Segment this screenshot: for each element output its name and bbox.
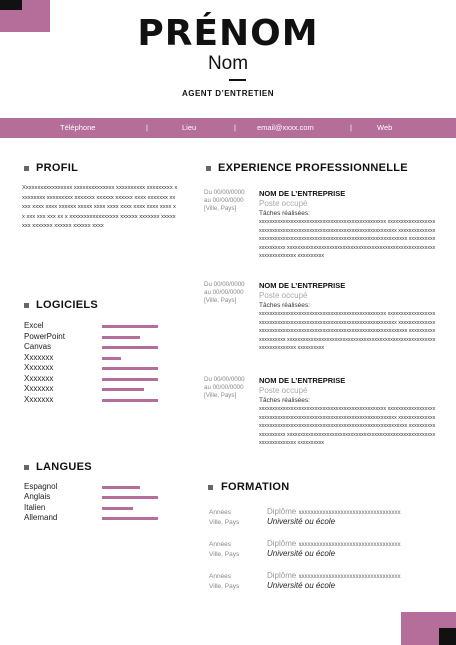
experience-location: [Ville, Pays]: [204, 392, 237, 399]
last-name: Nom: [207, 53, 249, 74]
formation-school: Université ou école: [267, 549, 336, 558]
skill-level-bar: [102, 346, 158, 349]
section-bullet-icon: [24, 303, 29, 308]
contact-bar: [0, 118, 456, 138]
skill-level-bar: [102, 325, 158, 328]
skill-name: Espagnol: [24, 482, 58, 491]
skill-name: Anglais: [24, 492, 51, 502]
formation-diploma: Diplôme: [267, 571, 297, 580]
job-title: AGENT D’ENTRETIEN: [181, 89, 275, 98]
formation-diploma: Diplôme: [267, 507, 297, 516]
skill-row: [24, 395, 164, 405]
experience-date-from: Du 00/00/0000: [204, 281, 245, 288]
skill-name: Xxxxxxx: [24, 352, 54, 362]
skill-level-bar: [102, 517, 158, 520]
skill-level-bar: [102, 336, 140, 339]
skill-row: [24, 374, 164, 384]
skill-row: [24, 492, 164, 502]
skill-row: [24, 363, 164, 373]
profil-text: Xxxxxxxxxxxxxxxxx xxxxxxxxxxxxxx xxxxxxxxxx xxxxxxxxx xxxxxxxxx xxxxxxxxx xxxxxxx xxxxxx xxxxxx xxxx xxxxxxx xxxxx xxxx xxxx xxxxxx xxxxx xxxx xxxx xxxx xxxx xxxx xxxx xx xxx xxx xxx xx x xxxxxxxxxxxxxxxxx xxxxxx xxxxxxx xxxxxxxx xxxxxxx xxxxxx xxxxxx xxxx: [22, 185, 178, 230]
experience-tasks-label: Tâches réalisées:: [259, 210, 310, 217]
logiciels-title: LOGICIELS: [36, 299, 98, 311]
skill-row: [24, 332, 164, 342]
skill-row: [24, 384, 164, 394]
skill-name: Xxxxxxx: [24, 394, 54, 404]
skill-level-bar: [102, 399, 158, 402]
experience-dates: [204, 376, 256, 400]
formation-place: Ville, Pays: [209, 551, 240, 558]
contact-location[interactable]: Lieu: [182, 123, 197, 132]
skill-level-bar: [102, 378, 158, 381]
skill-name: Italien: [24, 502, 46, 512]
first-name: PRÉNOM: [137, 13, 319, 54]
name-divider: [229, 79, 246, 81]
skill-level-bar: [102, 507, 133, 510]
contact-separator: |: [350, 123, 352, 132]
section-bullet-icon: [24, 465, 29, 470]
skill-name: PowerPoint: [24, 331, 65, 341]
skill-level-bar: [102, 486, 140, 489]
experience-tasks-label: Tâches réalisées:: [259, 397, 310, 404]
experience-company: NOM DE L’ENTREPRISE: [259, 376, 346, 385]
corner-dark-bottom-right: [439, 628, 456, 645]
skill-row: [24, 321, 164, 331]
experience-date-to: au 00/00/0000: [204, 289, 244, 296]
experience-role: Poste occupé: [259, 386, 308, 395]
formation-place: Ville, Pays: [209, 583, 240, 590]
contact-separator: |: [234, 123, 236, 132]
formation-years: Années: [209, 509, 232, 516]
experience-tasks-label: Tâches réalisées:: [259, 302, 310, 309]
formation-school: Université ou école: [267, 581, 336, 590]
experience-tasks: xxxxxxxxxxxxxxxxxxxxxxxxxxxxxxxxxxxxxxxxxxxxxxxx xxxxxxxxxxxxxxxxxxxxxxxxxxxxxxxxxxxxxxxxxxxxxxxxxxxxxxxxxxxxxxxxxxxxxx xxxxxxxxxxxxxxxxxxxxxxxxxxxxxxxxxxxxxxxxxxxxxxxxxxxxxxxxxxxxxxxxxxxxxx xxxxxxxxxxxxxxxxxxxx xxxxxxxxxxxxxxxxxxxxxxxxxxxxxxxxxxxxxxxxxxxxxxxxxxxxxxxxxxxxxxxxxxxxxx xxxxxxxxxx: [259, 406, 436, 447]
experience-role: Poste occupé: [259, 291, 308, 300]
corner-dark-top-left: [0, 0, 22, 10]
experience-item: [200, 189, 440, 279]
experience-location: [Ville, Pays]: [204, 297, 237, 304]
langues-title: LANGUES: [36, 461, 92, 473]
skill-name: Allemand: [24, 512, 58, 522]
formation-years: Années: [209, 573, 232, 580]
profil-title: PROFIL: [36, 162, 79, 174]
skill-row: [24, 353, 164, 363]
contact-phone[interactable]: Téléphone: [60, 123, 96, 132]
formation-item: [200, 539, 440, 563]
contact-email[interactable]: email@xxxx.com: [257, 123, 314, 132]
formation-years: Années: [209, 541, 232, 548]
experience-tasks: xxxxxxxxxxxxxxxxxxxxxxxxxxxxxxxxxxxxxxxxxxxxxxxx xxxxxxxxxxxxxxxxxxxxxxxxxxxxxxxxxxxxxxxxxxxxxxxxxxxxxxxxxxxxxxxxxxxxxx xxxxxxxxxxxxxxxxxxxxxxxxxxxxxxxxxxxxxxxxxxxxxxxxxxxxxxxxxxxxxxxxxxxxxx xxxxxxxxxxxxxxxxxxxx xxxxxxxxxxxxxxxxxxxxxxxxxxxxxxxxxxxxxxxxxxxxxxxxxxxxxxxxxxxxxxxxxxxxxx xxxxxxxxxx: [259, 219, 436, 260]
experience-date-from: Du 00/00/0000: [204, 189, 245, 196]
skill-name: Xxxxxxx: [24, 373, 54, 383]
experience-dates: [204, 189, 256, 213]
formation-title: FORMATION: [221, 481, 290, 493]
formation-place: Ville, Pays: [209, 519, 240, 526]
experience-role: Poste occupé: [259, 199, 308, 208]
skill-row: [24, 342, 164, 352]
experience-item: [200, 281, 440, 371]
experience-company: NOM DE L’ENTREPRISE: [259, 189, 346, 198]
experience-item: [200, 376, 440, 466]
experience-tasks: xxxxxxxxxxxxxxxxxxxxxxxxxxxxxxxxxxxxxxxxxxxxxxxx xxxxxxxxxxxxxxxxxxxxxxxxxxxxxxxxxxxxxxxxxxxxxxxxxxxxxxxxxxxxxxxxxxxxxx xxxxxxxxxxxxxxxxxxxxxxxxxxxxxxxxxxxxxxxxxxxxxxxxxxxxxxxxxxxxxxxxxxxxxx xxxxxxxxxxxxxxxxxxxx xxxxxxxxxxxxxxxxxxxxxxxxxxxxxxxxxxxxxxxxxxxxxxxxxxxxxxxxxxxxxxxxxxxxxx xxxxxxxxxx: [259, 311, 436, 352]
skill-level-bar: [102, 367, 158, 370]
section-bullet-icon: [24, 166, 29, 171]
experience-dates: [204, 281, 256, 305]
skill-name: Excel: [24, 321, 44, 330]
skill-name: Canvas: [24, 342, 52, 351]
section-bullet-icon: [208, 485, 213, 490]
formation-item: [200, 571, 440, 595]
experience-date-from: Du 00/00/0000: [204, 376, 245, 383]
skill-level-bar: [102, 357, 121, 360]
experience-date-to: au 00/00/0000: [204, 384, 244, 391]
experience-title: EXPERIENCE PROFESSIONNELLE: [218, 162, 408, 174]
skill-name: Xxxxxxx: [24, 363, 54, 372]
formation-diploma: Diplôme: [267, 539, 297, 548]
experience-company: NOM DE L’ENTREPRISE: [259, 281, 346, 290]
experience-date-to: au 00/00/0000: [204, 197, 244, 204]
formation-item: [200, 507, 440, 531]
contact-web[interactable]: Web: [377, 123, 393, 132]
formation-diploma-detail: xxxxxxxxxxxxxxxxxxxxxxxxxxxxxxxxxx: [298, 574, 401, 580]
formation-diploma-detail: xxxxxxxxxxxxxxxxxxxxxxxxxxxxxxxxxx: [298, 542, 401, 548]
skill-row: [24, 513, 164, 523]
skill-row: [24, 503, 164, 513]
skill-level-bar: [102, 496, 158, 499]
formation-diploma-detail: xxxxxxxxxxxxxxxxxxxxxxxxxxxxxxxxxx: [298, 510, 401, 516]
skill-row: [24, 482, 164, 492]
experience-location: [Ville, Pays]: [204, 205, 237, 212]
section-bullet-icon: [206, 166, 211, 171]
contact-separator: |: [146, 123, 148, 132]
skill-level-bar: [102, 388, 144, 391]
formation-school: Université ou école: [267, 517, 336, 526]
skill-name: Xxxxxxx: [24, 384, 54, 393]
